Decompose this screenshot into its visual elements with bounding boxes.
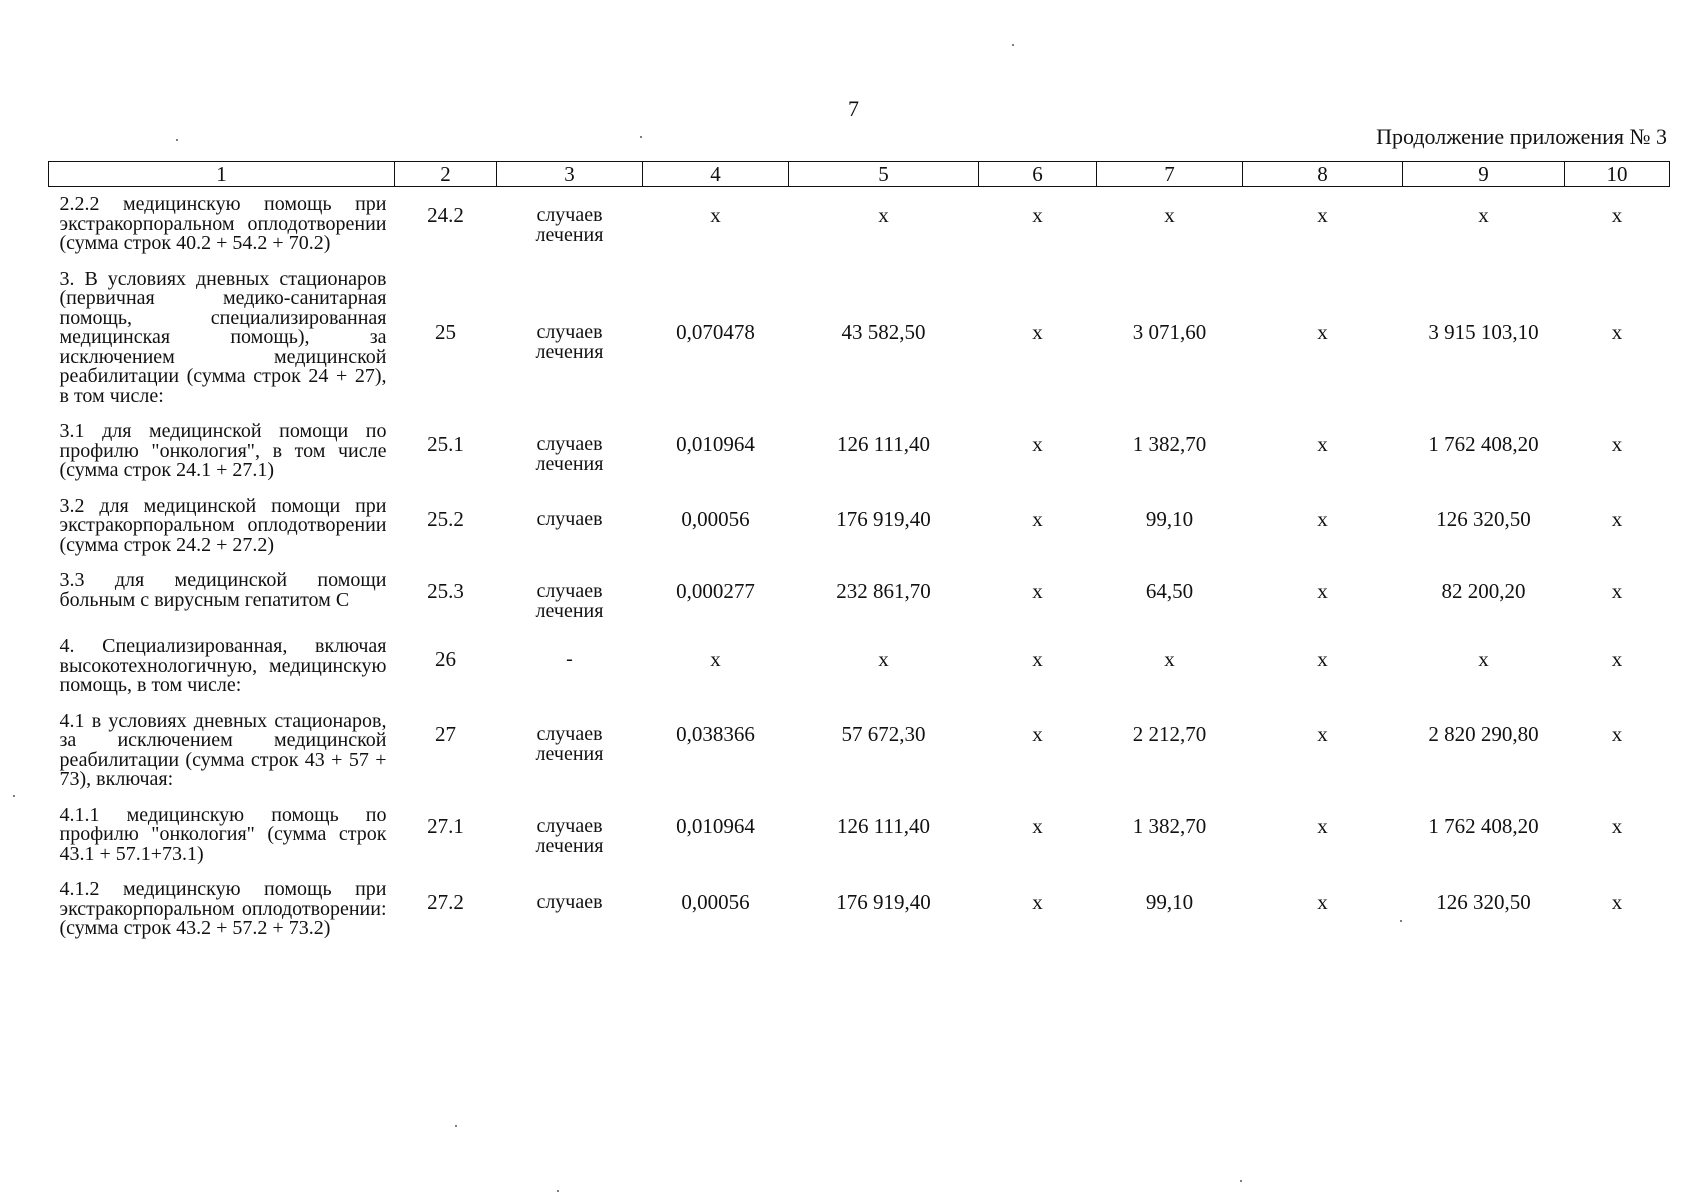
line-number-cell: 25.3: [427, 579, 464, 603]
value-cell-5: 176 919,40: [836, 506, 931, 531]
scan-speck: [1012, 44, 1014, 46]
value-cell-8: x: [1317, 203, 1328, 227]
value-cell-4: 0,000277: [676, 579, 755, 603]
unit-cell: -: [566, 648, 573, 670]
value-cell-9: x: [1478, 203, 1489, 227]
scan-speck: [176, 139, 178, 141]
table-row: [49, 872, 1670, 947]
value-cell-9: 126 320,50: [1436, 506, 1531, 531]
unit-cell: случаев лечения: [535, 433, 604, 475]
value-cell-6: x: [1032, 506, 1043, 531]
value-cell-4: 0,038366: [676, 721, 755, 746]
value-cell-7: 2 212,70: [1132, 721, 1207, 746]
column-header-1: 1: [49, 162, 395, 187]
value-cell-5: 126 111,40: [837, 432, 930, 456]
value-cell-8: x: [1317, 432, 1328, 456]
value-cell-5: 43 582,50: [841, 319, 926, 344]
value-cell-5: 232 861,70: [836, 579, 931, 603]
value-cell-9: 2 820 290,80: [1428, 721, 1539, 746]
value-cell-10: x: [1611, 890, 1623, 914]
value-cell-8: x: [1317, 579, 1328, 603]
scan-speck: [640, 136, 642, 138]
value-cell-4: 0,010964: [676, 432, 755, 456]
value-cell-8: x: [1317, 813, 1328, 838]
line-number-cell: 26: [435, 647, 456, 671]
unit-cell: случаев: [536, 507, 603, 530]
value-cell-10: x: [1611, 506, 1623, 531]
row-name-cell: 4.1.1 медицинскую помощь по профилю "онкология" (сумма строк 43.1 + 57.1+73.1): [59, 803, 387, 865]
row-name-cell: 4.1.2 медицинскую помощь при экстракорпоральном оплодотворении: (сумма строк 43.2 + 57.2 + 73.2): [59, 878, 387, 939]
table-row: [49, 187, 1670, 262]
value-cell-5: x: [878, 647, 889, 671]
value-cell-10: x: [1611, 579, 1623, 603]
appendix-continuation-label: Продолжение приложения № 3: [1376, 124, 1667, 149]
value-cell-9: 1 762 408,20: [1428, 813, 1539, 838]
table-row: [49, 563, 1670, 629]
value-cell-10: x: [1611, 203, 1623, 227]
table-row: [49, 414, 1670, 489]
line-number-cell: 27.1: [427, 813, 464, 838]
value-cell-5: 126 111,40: [837, 813, 930, 838]
line-number-cell: 25.1: [427, 432, 464, 456]
value-cell-8: x: [1317, 890, 1328, 914]
value-cell-6: x: [1032, 432, 1043, 456]
value-cell-7: x: [1164, 647, 1175, 671]
value-cell-6: x: [1032, 319, 1043, 344]
value-cell-4: 0,00056: [681, 506, 750, 531]
table-row: [49, 704, 1670, 798]
column-header-3: 3: [497, 162, 643, 187]
row-name-cell: 4.1 в условиях дневных стационаров, за исключением медицинской реабилитации (сумма строк 43 + 57 + 73), включая:: [59, 709, 387, 790]
value-cell-10: x: [1611, 721, 1623, 746]
line-number-cell: 27: [435, 721, 456, 746]
value-cell-9: 126 320,50: [1436, 890, 1531, 914]
value-cell-5: 57 672,30: [841, 721, 926, 746]
value-cell-9: 1 762 408,20: [1428, 432, 1539, 456]
value-cell-4: 0,00056: [681, 890, 750, 914]
value-cell-9: x: [1478, 647, 1489, 671]
value-cell-7: 64,50: [1145, 579, 1194, 603]
value-cell-6: x: [1032, 813, 1043, 838]
value-cell-7: 3 071,60: [1132, 319, 1207, 344]
table-row: [49, 798, 1670, 873]
unit-cell: случаев лечения: [535, 320, 604, 363]
scan-speck: [455, 1125, 457, 1127]
value-cell-6: x: [1032, 890, 1043, 914]
indicators-table: [48, 161, 1670, 947]
row-name-cell: 3. В условиях дневных стационаров (первичная медико-санитарная помощь, специализированная медицинская помощь), за исключением медицинской реабилитации (сумма строк 24 + 27), в том числе:: [59, 267, 387, 407]
value-cell-7: 99,10: [1145, 506, 1194, 531]
row-name-cell: 3.3 для медицинской помощи больным с вирусным гепатитом С: [59, 569, 387, 611]
table-row: [49, 489, 1670, 564]
unit-cell: случаев: [536, 891, 603, 913]
value-cell-7: 99,10: [1145, 890, 1194, 914]
value-cell-8: x: [1317, 506, 1328, 531]
value-cell-6: x: [1032, 721, 1043, 746]
column-header-9: 9: [1403, 162, 1565, 187]
value-cell-10: x: [1611, 432, 1623, 456]
value-cell-4: x: [710, 647, 721, 671]
line-number-cell: 25.2: [427, 506, 464, 531]
value-cell-4: 0,010964: [676, 813, 755, 838]
column-header-7: 7: [1097, 162, 1243, 187]
row-name-cell: 3.1 для медицинской помощи по профилю "онкология", в том числе (сумма строк 24.1 + 27.1): [59, 420, 387, 481]
row-name-cell: 2.2.2 медицинскую помощь при экстракорпоральном оплодотворении (сумма строк 40.2 + 54.2 + 70.2): [59, 193, 387, 254]
value-cell-10: x: [1611, 319, 1623, 344]
line-number-cell: 25: [435, 319, 456, 344]
value-cell-8: x: [1317, 319, 1328, 344]
column-header-4: 4: [643, 162, 789, 187]
value-cell-7: 1 382,70: [1132, 432, 1207, 456]
scan-speck: [1240, 1180, 1242, 1182]
unit-cell: случаев лечения: [535, 580, 604, 622]
row-name-cell: 4. Специализированная, включая высокотехнологичную, медицинскую помощь, в том числе:: [59, 635, 387, 696]
value-cell-8: x: [1317, 721, 1328, 746]
column-header-5: 5: [789, 162, 979, 187]
page-number: 7: [848, 96, 859, 121]
line-number-cell: 24.2: [427, 203, 464, 227]
column-header-2: 2: [395, 162, 497, 187]
column-header-6: 6: [979, 162, 1097, 187]
value-cell-7: x: [1164, 203, 1175, 227]
value-cell-8: x: [1317, 647, 1328, 671]
value-cell-10: x: [1611, 813, 1623, 838]
scan-speck: [1400, 920, 1402, 922]
value-cell-6: x: [1032, 647, 1043, 671]
unit-cell: случаев лечения: [535, 204, 604, 246]
table-row: [49, 629, 1670, 704]
value-cell-6: x: [1032, 579, 1043, 603]
table-row: [49, 262, 1670, 415]
column-header-10: 10: [1565, 162, 1670, 187]
column-number-header-row: [49, 162, 1670, 187]
column-header-8: 8: [1243, 162, 1403, 187]
unit-cell: случаев лечения: [535, 722, 604, 765]
scan-speck: [557, 1190, 559, 1192]
scan-speck: [13, 795, 15, 797]
value-cell-6: x: [1032, 203, 1043, 227]
value-cell-7: 1 382,70: [1132, 813, 1207, 838]
value-cell-4: x: [710, 203, 721, 227]
unit-cell: случаев лечения: [535, 814, 604, 857]
line-number-cell: 27.2: [427, 890, 464, 914]
row-name-cell: 3.2 для медицинской помощи при экстракорпоральном оплодотворении (сумма строк 24.2 + 27.2): [59, 494, 387, 556]
value-cell-5: x: [878, 203, 889, 227]
value-cell-5: 176 919,40: [836, 890, 931, 914]
value-cell-10: x: [1611, 647, 1623, 671]
value-cell-9: 82 200,20: [1441, 579, 1526, 603]
value-cell-4: 0,070478: [676, 319, 755, 344]
value-cell-9: 3 915 103,10: [1428, 319, 1539, 344]
